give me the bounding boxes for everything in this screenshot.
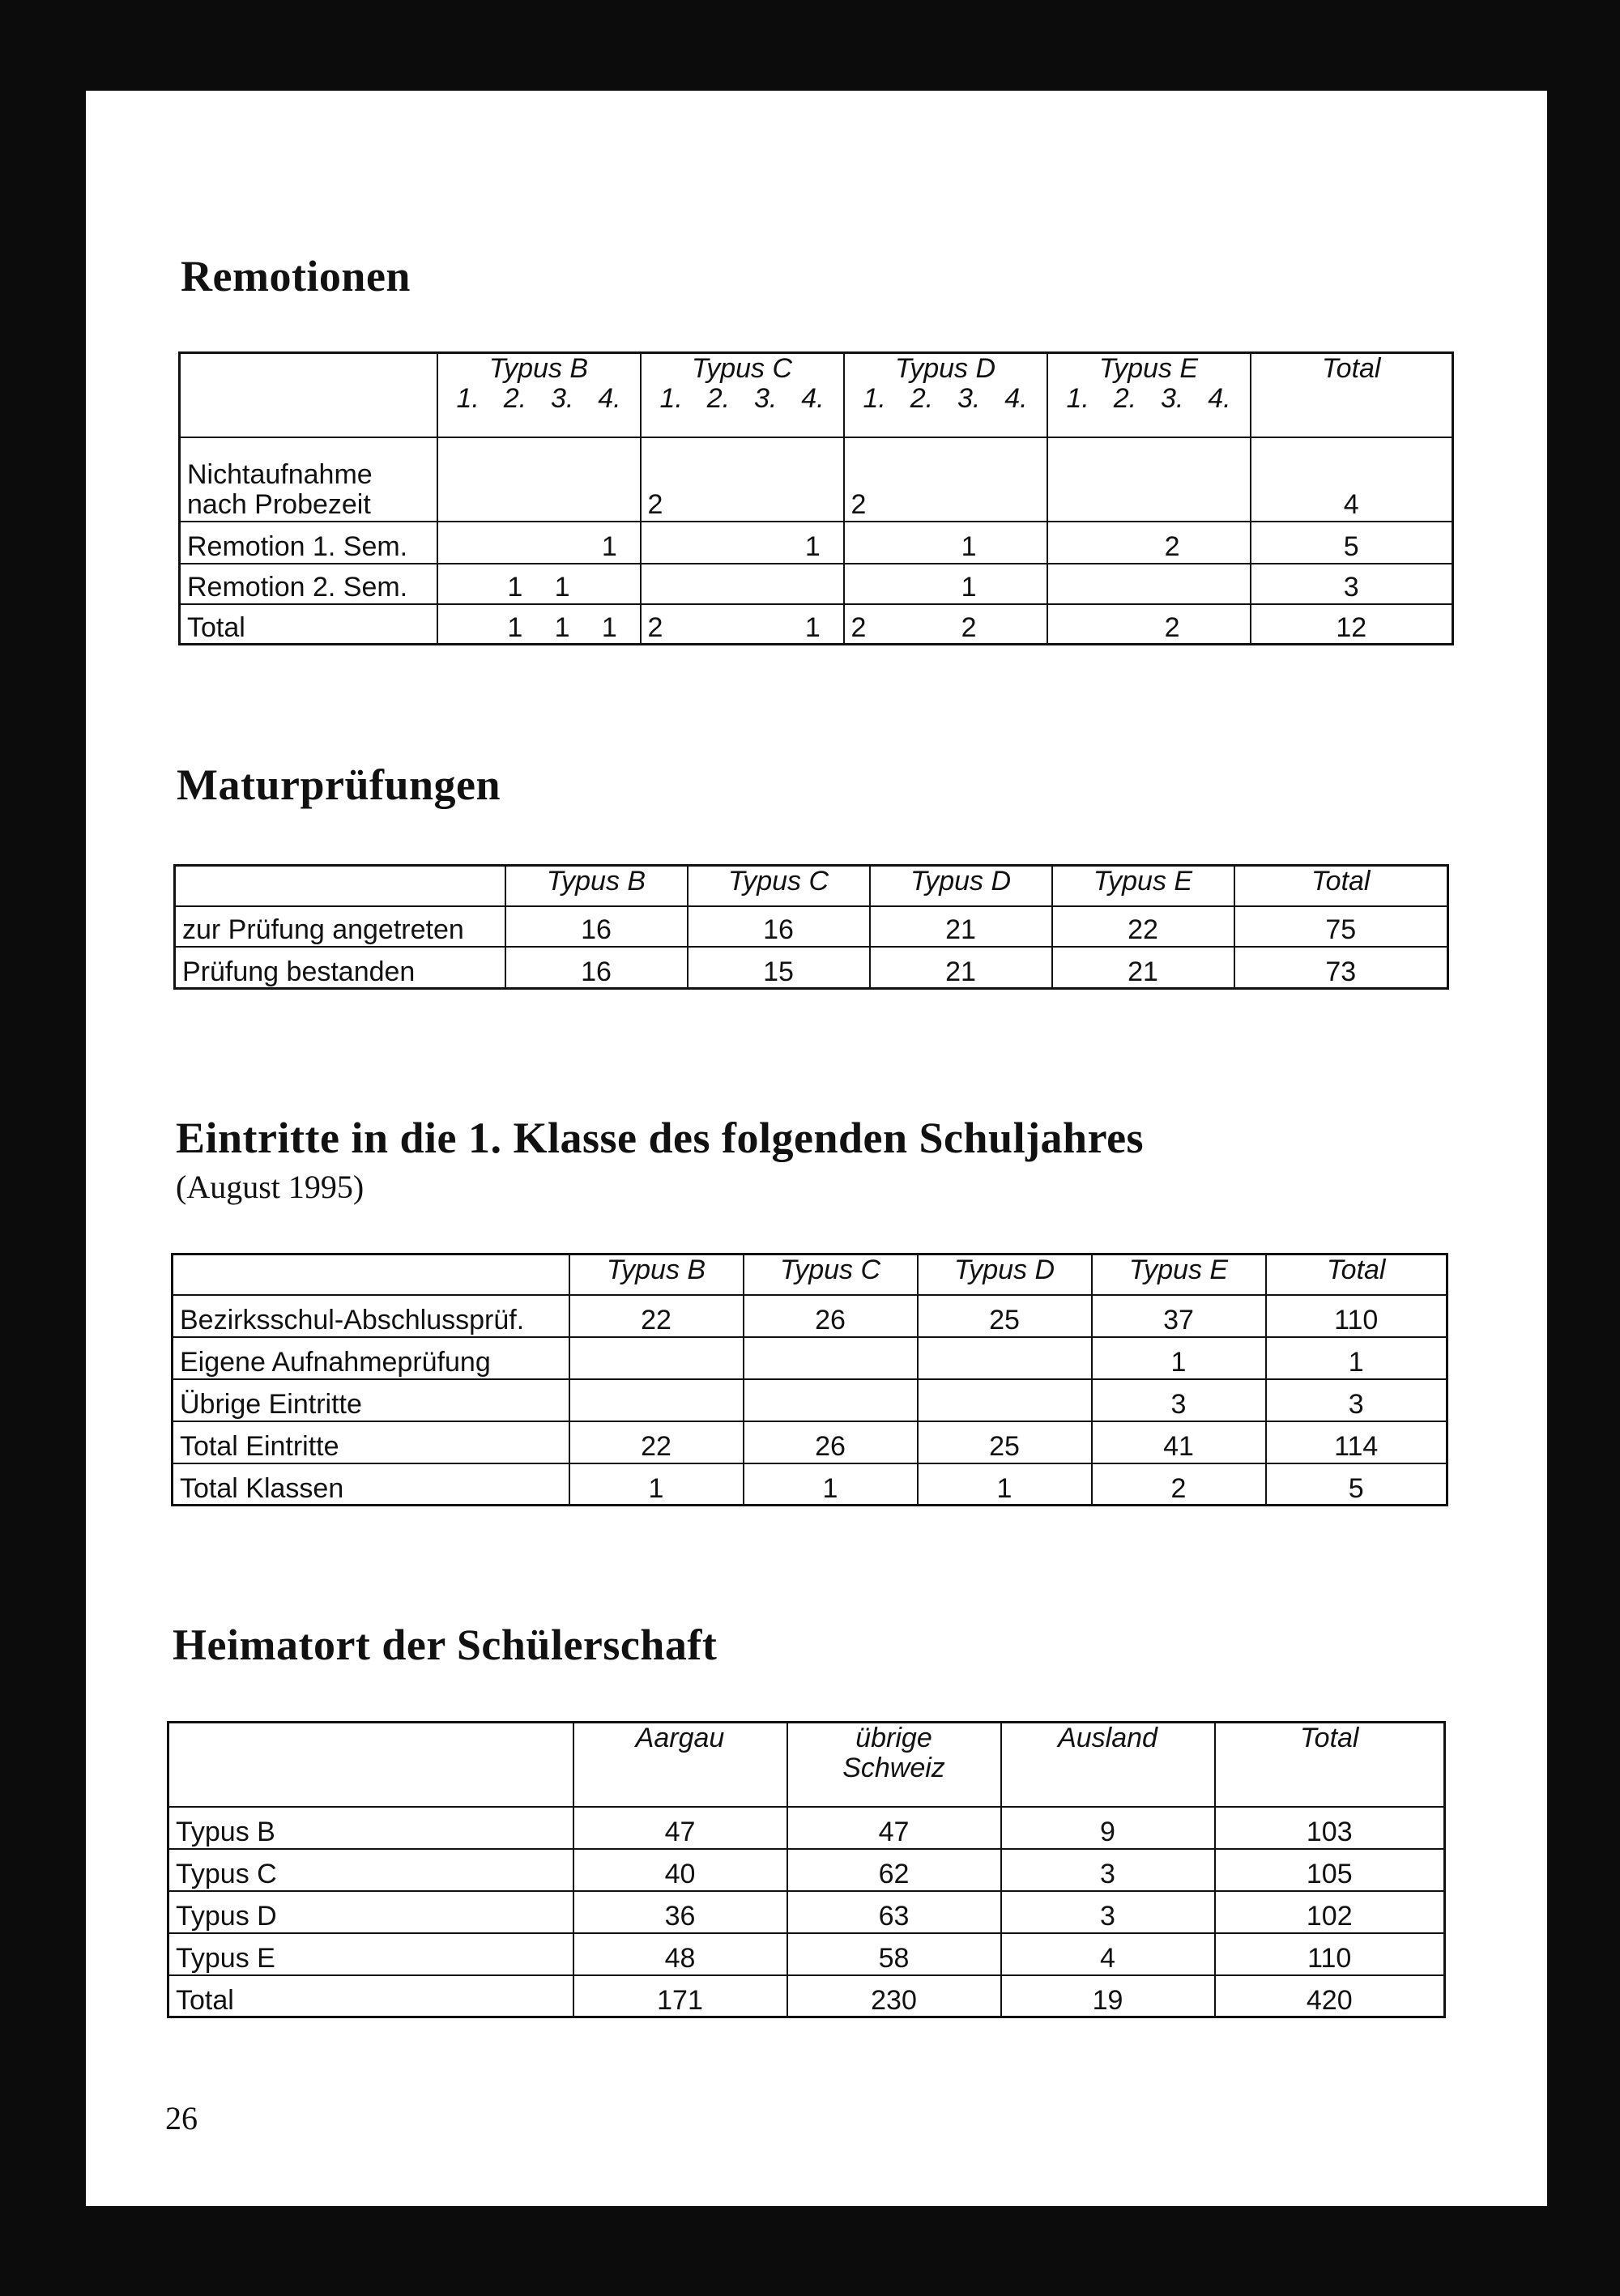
cell-group	[641, 564, 844, 604]
cell-group: 2	[641, 437, 844, 522]
cell: 1	[918, 1463, 1092, 1506]
cell: 3	[1092, 1379, 1266, 1421]
remotionen-corner	[180, 353, 437, 437]
cell	[744, 1379, 918, 1421]
cell: 40	[573, 1849, 787, 1891]
cell: 25	[918, 1295, 1092, 1337]
row-label: Remotion 2. Sem.	[180, 564, 437, 604]
cell: 41	[1092, 1421, 1266, 1463]
cell: 110	[1215, 1933, 1445, 1975]
row-total: 5	[1251, 522, 1453, 564]
cell: 110	[1266, 1295, 1447, 1337]
cell-group	[1047, 437, 1251, 522]
cell	[918, 1337, 1092, 1379]
cell: 103	[1215, 1807, 1445, 1849]
table-row	[173, 1379, 1447, 1421]
row-label: Total Eintritte	[173, 1421, 569, 1463]
cell: 47	[787, 1807, 1001, 1849]
cell: 420	[1215, 1975, 1445, 2017]
cell: 5	[1266, 1463, 1447, 1506]
cell: 9	[1001, 1807, 1215, 1849]
cell: 73	[1234, 947, 1448, 989]
remotionen-total-header: Total	[1251, 353, 1453, 437]
cell: 21	[870, 947, 1052, 989]
row-label: Total	[168, 1975, 573, 2017]
remotionen-table	[178, 351, 1454, 645]
cell-group: 2 1	[641, 604, 844, 645]
matur-header-row	[175, 866, 1448, 906]
matur-table	[173, 864, 1449, 990]
table-row	[173, 1421, 1447, 1463]
eintritte-corner	[173, 1254, 569, 1295]
cell: 1	[1092, 1337, 1266, 1379]
table-row	[168, 1891, 1445, 1933]
remotionen-typ-d: Typus D 1. 2. 3. 4.	[844, 353, 1047, 437]
cell: 105	[1215, 1849, 1445, 1891]
cell: 3	[1001, 1849, 1215, 1891]
cell-group: 1 1 1	[437, 604, 641, 645]
row-label: Typus E	[168, 1933, 573, 1975]
table-row	[180, 522, 1453, 564]
cell: 37	[1092, 1295, 1266, 1337]
section-title-matur: Maturprüfungen	[177, 760, 501, 809]
table-row	[173, 1463, 1447, 1506]
cell: 22	[569, 1421, 744, 1463]
row-label: zur Prüfung angetreten	[175, 906, 505, 947]
column-header: Total	[1215, 1723, 1445, 1807]
cell: 4	[1001, 1933, 1215, 1975]
cell: 75	[1234, 906, 1448, 947]
cell: 1	[569, 1463, 744, 1506]
cell: 114	[1266, 1421, 1447, 1463]
column-header: Typus B	[569, 1254, 744, 1295]
cell-group: 2 2	[844, 604, 1047, 645]
row-total: 12	[1251, 604, 1453, 645]
heimatort-table	[167, 1721, 1446, 2018]
cell: 16	[505, 947, 688, 989]
section-title-heimatort: Heimatort der Schülerschaft	[173, 1621, 718, 1669]
row-label: Total Klassen	[173, 1463, 569, 1506]
column-header: Typus C	[688, 866, 870, 906]
section-title-eintritte: Eintritte in die 1. Klasse des folgenden Schuljahres	[176, 1114, 1145, 1162]
eintritte-header-row	[173, 1254, 1447, 1295]
table-row	[173, 1337, 1447, 1379]
row-label: Remotion 1. Sem.	[180, 522, 437, 564]
cell-group: 2	[1047, 604, 1251, 645]
heimatort-corner	[168, 1723, 573, 1807]
cell	[918, 1379, 1092, 1421]
matur-corner	[175, 866, 505, 906]
cell	[569, 1379, 744, 1421]
cell: 21	[1052, 947, 1234, 989]
cell: 16	[505, 906, 688, 947]
cell-group: 1	[844, 564, 1047, 604]
cell: 3	[1001, 1891, 1215, 1933]
column-header: Typus D	[870, 866, 1052, 906]
page-number: 26	[165, 2100, 198, 2136]
table-row	[175, 906, 1448, 947]
cell: 47	[573, 1807, 787, 1849]
table-row	[168, 1849, 1445, 1891]
document-page	[86, 91, 1547, 2206]
eintritte-table	[171, 1253, 1448, 1506]
cell-group: 1	[641, 522, 844, 564]
row-label: Prüfung bestanden	[175, 947, 505, 989]
table-row	[173, 1295, 1447, 1337]
cell: 22	[569, 1295, 744, 1337]
table-row	[180, 604, 1453, 645]
column-header: Typus D	[918, 1254, 1092, 1295]
column-header: Typus C	[744, 1254, 918, 1295]
cell: 63	[787, 1891, 1001, 1933]
row-label: Bezirksschul-Abschlussprüf.	[173, 1295, 569, 1337]
cell-group: 2	[1047, 522, 1251, 564]
cell: 171	[573, 1975, 787, 2017]
section-subtitle-eintritte: (August 1995)	[176, 1169, 364, 1205]
cell: 102	[1215, 1891, 1445, 1933]
cell: 230	[787, 1975, 1001, 2017]
cell-group: 1	[437, 522, 641, 564]
row-label: Typus B	[168, 1807, 573, 1849]
cell-group	[1047, 564, 1251, 604]
cell: 48	[573, 1933, 787, 1975]
remotionen-typ-e: Typus E 1. 2. 3. 4.	[1047, 353, 1251, 437]
section-title-remotionen: Remotionen	[181, 252, 411, 300]
cell	[744, 1337, 918, 1379]
cell: 62	[787, 1849, 1001, 1891]
cell-group: 1 1	[437, 564, 641, 604]
cell	[569, 1337, 744, 1379]
column-header: Aargau	[573, 1723, 787, 1807]
row-label: Typus D	[168, 1891, 573, 1933]
cell: 22	[1052, 906, 1234, 947]
column-header: Typus B	[505, 866, 688, 906]
remotionen-header-row	[180, 353, 1453, 437]
table-row	[168, 1807, 1445, 1849]
cell: 19	[1001, 1975, 1215, 2017]
cell: 21	[870, 906, 1052, 947]
heimatort-header-row	[168, 1723, 1445, 1807]
row-label: Übrige Eintritte	[173, 1379, 569, 1421]
remotionen-typ-b: Typus B 1. 2. 3. 4.	[437, 353, 641, 437]
table-row	[180, 437, 1453, 522]
cell: 36	[573, 1891, 787, 1933]
table-row	[175, 947, 1448, 989]
table-row	[168, 1975, 1445, 2017]
column-header: Typus E	[1052, 866, 1234, 906]
column-header-uebrige-schweiz: übrige Schweiz	[787, 1723, 1001, 1807]
cell: 1	[1266, 1337, 1447, 1379]
cell: 25	[918, 1421, 1092, 1463]
cell: 16	[688, 906, 870, 947]
cell: 26	[744, 1421, 918, 1463]
row-label: Nichtaufnahme nach Probezeit	[180, 437, 437, 522]
cell-group	[437, 437, 641, 522]
cell-group: 2	[844, 437, 1047, 522]
table-row	[180, 564, 1453, 604]
column-header: Total	[1266, 1254, 1447, 1295]
cell-group: 1	[844, 522, 1047, 564]
row-total: 4	[1251, 437, 1453, 522]
row-label: Typus C	[168, 1849, 573, 1891]
remotionen-typ-c: Typus C 1. 2. 3. 4.	[641, 353, 844, 437]
column-header: Ausland	[1001, 1723, 1215, 1807]
cell: 2	[1092, 1463, 1266, 1506]
table-row	[168, 1933, 1445, 1975]
cell: 15	[688, 947, 870, 989]
column-header: Typus E	[1092, 1254, 1266, 1295]
cell: 58	[787, 1933, 1001, 1975]
row-label: Eigene Aufnahmeprüfung	[173, 1337, 569, 1379]
column-header: Total	[1234, 866, 1448, 906]
row-label: Total	[180, 604, 437, 645]
row-total: 3	[1251, 564, 1453, 604]
cell: 1	[744, 1463, 918, 1506]
cell: 26	[744, 1295, 918, 1337]
cell: 3	[1266, 1379, 1447, 1421]
